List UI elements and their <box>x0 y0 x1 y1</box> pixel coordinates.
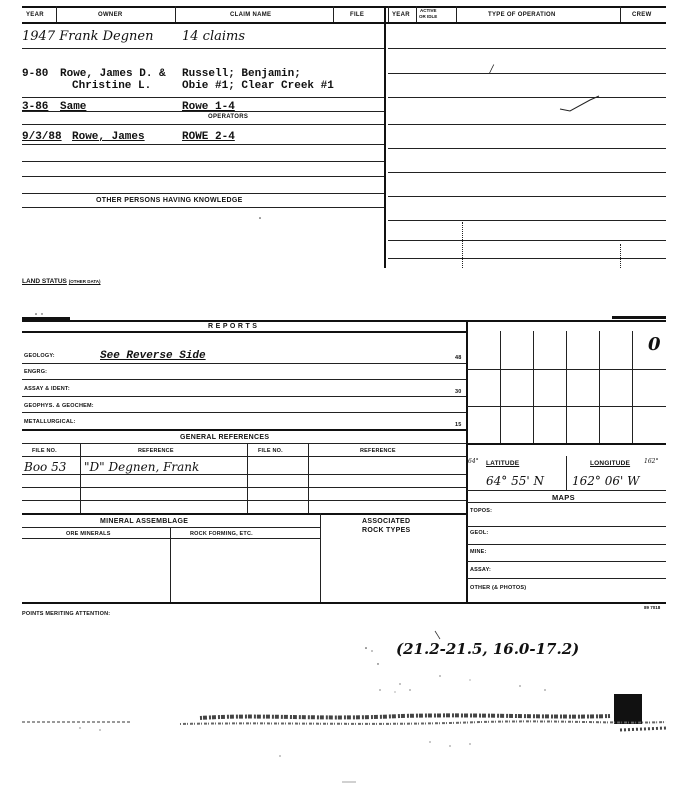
ref-col-reference-2: REFERENCE <box>360 448 396 454</box>
points-meriting-label: POINTS MERITING ATTENTION: <box>22 611 111 617</box>
row-line <box>22 48 384 49</box>
row-line <box>467 526 666 527</box>
row-line <box>388 97 666 98</box>
center-divider <box>384 6 386 268</box>
grid-line <box>467 443 666 445</box>
handwritten-mark: / <box>490 64 494 75</box>
grid-line <box>533 331 534 443</box>
handwritten-claims: 14 claims <box>182 29 246 44</box>
row-line <box>467 578 666 579</box>
row-line <box>467 502 666 503</box>
operator-owner: Rowe, James <box>72 131 145 143</box>
row-line <box>388 240 666 241</box>
latitude-label: LATITUDE <box>486 460 520 467</box>
col-divider <box>456 6 457 22</box>
maps-title: MAPS <box>552 493 575 502</box>
row-line <box>22 144 384 145</box>
row-claim: Russell; Benjamin; <box>182 68 301 80</box>
operator-date: 9/3/88 <box>22 131 62 143</box>
ref-row1-reference: "D" Degnen, Frank <box>84 460 200 474</box>
longitude-suffix: 162° <box>644 458 659 465</box>
row-line <box>22 161 384 162</box>
grid-line <box>500 331 501 443</box>
top-border <box>22 6 666 8</box>
engrg-label: ENGRG: <box>24 369 48 375</box>
col-divider <box>388 6 389 22</box>
row-line <box>22 456 466 457</box>
reports-num-15: 15 <box>455 422 462 428</box>
row-line <box>22 124 384 125</box>
reports-top-border <box>22 320 666 322</box>
row-claim-line2: Obie #1; Clear Creek #1 <box>182 80 334 92</box>
header-bottom-border <box>22 22 666 24</box>
latitude-value: 64° 55' N <box>486 474 544 488</box>
row-line <box>388 73 666 74</box>
col-divider <box>620 6 621 22</box>
reports-title: R E P O R T S <box>208 323 258 330</box>
row-line <box>22 379 466 380</box>
row-line <box>22 500 466 501</box>
reports-title-border <box>22 331 467 333</box>
row-owner-line2: Christine L. <box>72 80 152 92</box>
row-line <box>22 207 384 208</box>
col-divider <box>247 443 248 513</box>
col-divider <box>80 443 81 513</box>
mineral-assemblage-title: MINERAL ASSEMBLAGE <box>100 518 189 525</box>
row-line <box>22 487 466 488</box>
row-line <box>467 544 666 545</box>
row-line <box>22 429 466 431</box>
assay-label: ASSAY & IDENT: <box>24 386 70 392</box>
row-line <box>467 561 666 562</box>
rock-forming-label: ROCK FORMING, ETC. <box>190 531 253 537</box>
row-line <box>22 412 466 413</box>
land-status-label: LAND STATUS <box>22 278 67 285</box>
row-owner: Rowe, James D. & <box>60 68 166 80</box>
header-year: YEAR <box>26 12 44 18</box>
reports-num-30: 30 <box>455 389 462 395</box>
row-line <box>22 97 384 98</box>
col-divider <box>308 443 309 513</box>
longitude-value: 162° 06' W <box>572 474 640 488</box>
row-line <box>22 474 466 475</box>
metallurgical-label: METALLURGICAL: <box>24 419 76 425</box>
col-divider <box>175 6 176 22</box>
row-line <box>388 172 666 173</box>
grid-line <box>467 406 666 407</box>
ore-minerals-label: ORE MINERALS <box>66 531 111 537</box>
row-line <box>388 48 666 49</box>
ref-row1-file: Boo 53 <box>24 460 67 474</box>
associated-label: ASSOCIATED <box>362 518 411 525</box>
row-date: 3-86 <box>22 101 49 113</box>
maps-mine-label: MINE: <box>470 549 487 555</box>
row-line <box>22 443 466 444</box>
col-divider <box>170 527 171 602</box>
row-date: 9-80 <box>22 68 49 80</box>
ref-col-reference: REFERENCE <box>138 448 174 454</box>
col-divider <box>566 456 567 490</box>
grid-line <box>599 331 600 443</box>
col-divider <box>416 6 417 22</box>
col-divider <box>620 244 621 268</box>
header-crew: CREW <box>632 12 652 18</box>
geophys-label: GEOPHYS. & GEOCHEM: <box>24 403 94 409</box>
grid-line <box>566 331 567 443</box>
operators-label: OPERATORS <box>208 114 249 120</box>
reports-top-mark-right <box>612 316 666 319</box>
land-status-sub: (OTHER DATA) <box>68 279 101 284</box>
latitude-prefix: 64° <box>468 458 479 465</box>
maps-topos-label: TOPOS: <box>470 508 493 514</box>
row-line <box>22 176 384 177</box>
handwritten-coordinates: (21.2-21.5, 16.0-17.2) <box>396 640 580 658</box>
row-line <box>22 527 320 528</box>
row-claim: Rowe 1-4 <box>182 101 235 113</box>
row-line <box>22 396 466 397</box>
form-number: 89 7018 <box>644 605 661 610</box>
header-type-of-operation: TYPE OF OPERATION <box>488 12 556 18</box>
rock-types-label: ROCK TYPES <box>362 527 411 534</box>
reports-bottom-border <box>22 602 666 604</box>
row-line <box>388 124 666 125</box>
col-divider <box>56 6 57 22</box>
row-line <box>22 193 384 194</box>
row-line <box>388 220 666 221</box>
reports-num-48: 48 <box>455 355 462 361</box>
grid-line <box>632 331 633 443</box>
geology-value: See Reverse Side <box>100 350 206 362</box>
longitude-label: LONGITUDE <box>590 460 631 467</box>
row-line <box>467 490 666 491</box>
land-status <box>22 278 101 285</box>
row-line <box>22 513 466 515</box>
operator-claim: ROWE 2-4 <box>182 131 235 143</box>
grid-line <box>467 369 666 370</box>
maps-assay-label: ASSAY: <box>470 567 492 573</box>
ref-col-file-no: FILE NO. <box>32 448 57 454</box>
col-divider <box>462 222 463 268</box>
row-line <box>22 363 466 364</box>
geology-label: GEOLOGY: <box>24 353 55 359</box>
other-persons-label: OTHER PERSONS HAVING KNOWLEDGE <box>96 197 243 204</box>
row-line <box>388 148 666 149</box>
header-claim-name: CLAIM NAME <box>230 12 272 18</box>
row-line <box>22 538 320 539</box>
col-divider <box>320 513 321 602</box>
header-active: ACTIVE <box>420 8 437 13</box>
general-references-title: GENERAL REFERENCES <box>180 434 270 441</box>
row-owner: Same <box>60 101 87 113</box>
col-divider <box>333 6 334 22</box>
header-year-2: YEAR <box>392 12 410 18</box>
header-file: FILE <box>350 12 365 18</box>
maps-other-label: OTHER (& PHOTOS) <box>470 585 527 591</box>
handwritten-1947-owner: 1947 Frank Degnen <box>22 29 154 44</box>
row-line <box>388 196 666 197</box>
maps-geol-label: GEOL: <box>470 530 489 536</box>
ref-col-file-no-2: FILE NO. <box>258 448 283 454</box>
row-line <box>388 258 666 259</box>
header-or-idle: OR IDLE <box>419 14 438 19</box>
header-owner: OWNER <box>98 12 123 18</box>
circle-mark: 0 <box>648 334 661 355</box>
